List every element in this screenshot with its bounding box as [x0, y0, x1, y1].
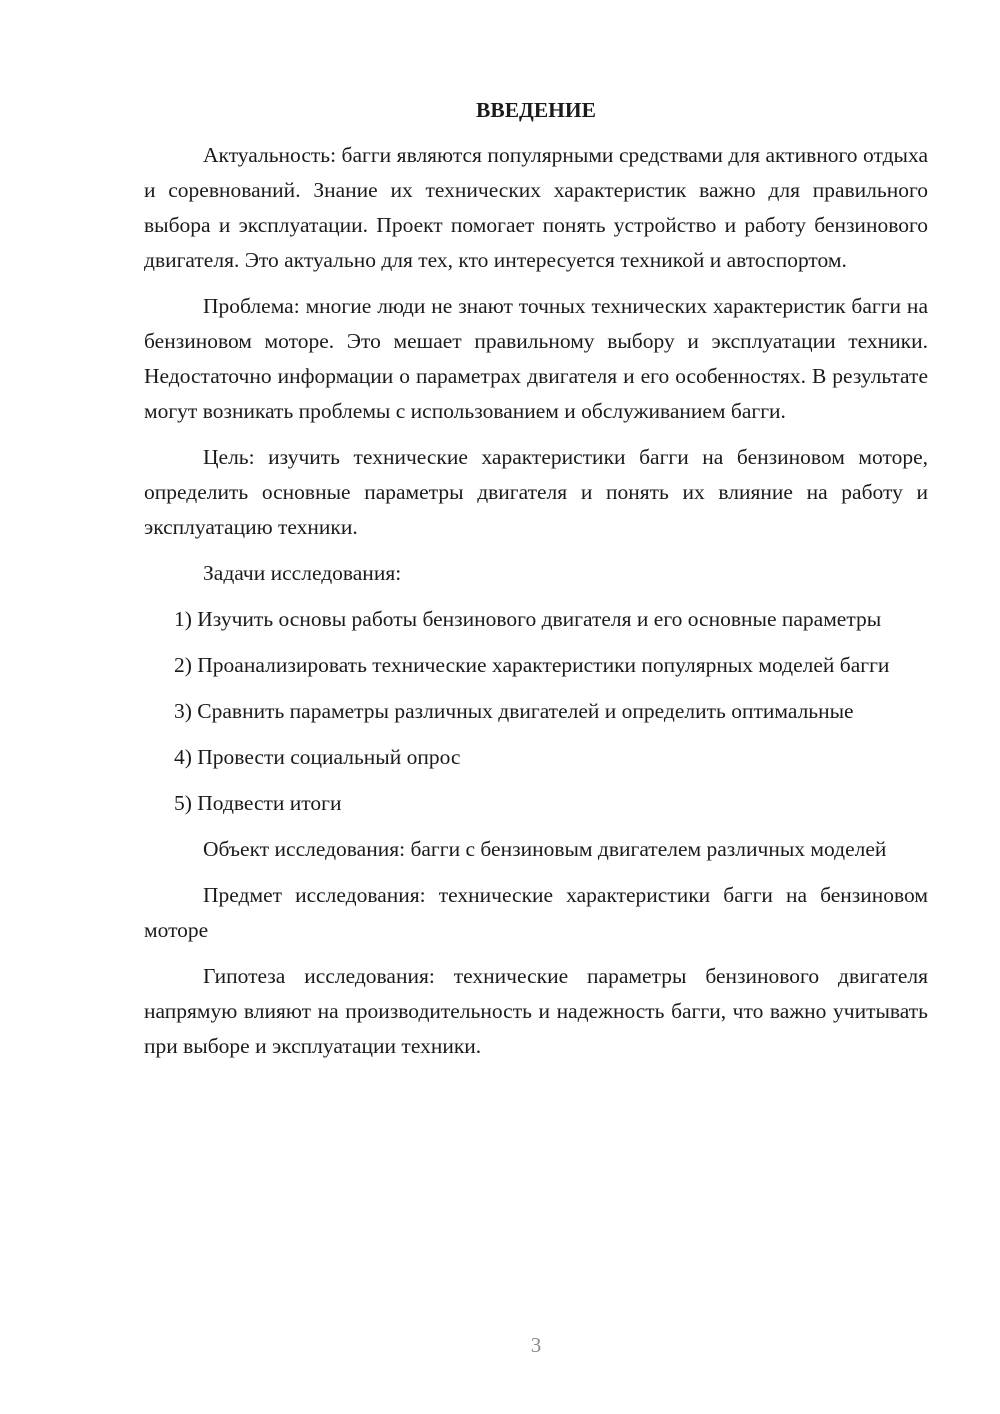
task-item-5: 5) Подвести итоги [174, 791, 342, 815]
task-item-3: 3) Сравнить параметры различных двигателей и определить оптимальные [174, 699, 854, 723]
relevance-paragraph: Актуальность: багги являются популярными средствами для активного отдыха и соревнований. Знание их технических характеристик важно для правильного выбора и эксплуатации. Проект помогает понять устройство и работу бензинового двигателя. Это актуально для тех, кто интересуется техникой и автоспортом. [144, 143, 928, 272]
subject-paragraph: Предмет исследования: технические характеристики багги на бензиновом моторе [144, 883, 928, 942]
task-item-2: 2) Проанализировать технические характеристики популярных моделей багги [174, 653, 890, 677]
section-title: ВВЕДЕНИЕ [476, 98, 596, 122]
tasks-heading: Задачи исследования: [203, 561, 402, 585]
task-item-1: 1) Изучить основы работы бензинового двигателя и его основные параметры [174, 607, 882, 631]
goal-paragraph: Цель: изучить технические характеристики багги на бензиновом моторе, определить основные параметры двигателя и понять их влияние на работу и эксплуатацию техники. [144, 445, 928, 539]
page-number: 3 [530, 1333, 542, 1357]
hypothesis-paragraph: Гипотеза исследования: технические параметры бензинового двигателя напрямую влияют на производительность и надежность багги, что важно учитывать при выборе и эксплуатации техники. [144, 964, 928, 1058]
task-item-4: 4) Провести социальный опрос [174, 745, 461, 769]
object-paragraph: Объект исследования: багги с бензиновым двигателем различных моделей [203, 837, 887, 861]
problem-paragraph: Проблема: многие люди не знают точных технических характеристик багги на бензиновом моторе. Это мешает правильному выбору и эксплуатации техники. Недостаточно информации о параметрах двигателя и его особенностях. В результате могут возникать проблемы с использованием и обслуживанием багги. [144, 294, 928, 423]
page-content [144, 93, 928, 1075]
